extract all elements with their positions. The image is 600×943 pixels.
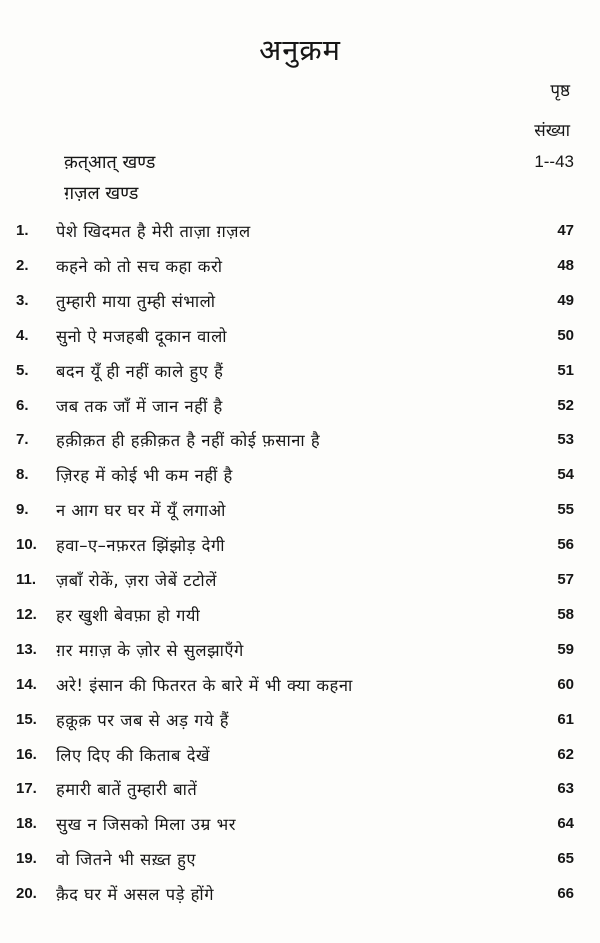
entry-title: बदन यूँ ही नहीं काले हुए हैं <box>56 361 224 381</box>
entry-title: हक़ूक़ पर जब से अड़ गये हैं <box>56 710 230 730</box>
entry-number: 16. <box>16 745 37 763</box>
entry-number: 8. <box>16 466 29 484</box>
entry-number: 19. <box>16 850 37 868</box>
entry-number: 2. <box>16 256 29 274</box>
entry-page-number: 52 <box>557 396 574 414</box>
entry-number: 18. <box>16 815 37 833</box>
entry-number: 6. <box>16 396 29 414</box>
entry-page-number: 54 <box>557 466 574 484</box>
section-page-range: 1--43 <box>534 152 574 171</box>
entry-number: 13. <box>16 640 37 658</box>
entry-page-number: 55 <box>557 501 574 519</box>
entry-number: 5. <box>16 361 29 379</box>
entry-title: जब तक जाँ में जान नहीं है <box>56 396 223 416</box>
entry-page-number: 59 <box>557 640 574 658</box>
entry-title: अरे! इंसान की फितरत के बारे में भी क्या कहना <box>56 675 353 695</box>
entry-title: न आग घर घर में यूँ लगाओ <box>56 501 226 521</box>
entry-number: 9. <box>16 501 29 519</box>
entry-page-number: 62 <box>557 745 574 763</box>
entry-page-number: 53 <box>557 431 574 449</box>
entry-page-number: 56 <box>557 536 574 554</box>
entry-title: सुख न जिसको मिला उम्र भर <box>56 815 237 835</box>
entry-number: 14. <box>16 675 37 693</box>
entry-title: हमारी बातें तुम्हारी बातें <box>56 780 198 800</box>
entry-number: 1. <box>16 222 29 239</box>
entry-number: 3. <box>16 291 29 309</box>
entry-number: 20. <box>16 885 37 903</box>
entry-title: सुनो ऐ मजहबी दूकान वालो <box>56 326 228 346</box>
entry-page-number: 51 <box>557 361 574 379</box>
entry-page-number: 65 <box>557 850 574 868</box>
page-number-heading: पृष्ठ <box>550 81 570 101</box>
entry-page-number: 49 <box>557 291 574 309</box>
entry-number: 12. <box>16 605 37 623</box>
entry-page-number: 64 <box>557 815 574 833</box>
entry-title: हक़ीक़त ही हक़ीक़त है नहीं कोई फ़साना है <box>56 431 321 451</box>
entry-number: 10. <box>16 536 37 554</box>
entry-title: हर खुशी बेवफ़ा हो गयी <box>56 605 201 625</box>
entry-title: लिए दिए की किताब देखें <box>56 745 210 765</box>
entry-title: पेशे खिदमत है मेरी ताज़ा ग़ज़ल <box>56 222 251 241</box>
page-title: अनुक्रम <box>259 33 341 67</box>
entry-number: 11. <box>16 571 37 588</box>
entry-title: तुम्हारी माया तुम्ही संभालो <box>56 291 216 311</box>
page-number-heading: संख्या <box>534 121 570 141</box>
entry-number: 17. <box>16 780 37 798</box>
entry-number: 7. <box>16 431 29 449</box>
entry-page-number: 47 <box>557 222 574 239</box>
entry-page-number: 48 <box>557 256 574 274</box>
section-title: ग़ज़ल खण्ड <box>64 183 139 204</box>
entry-page-number: 60 <box>557 675 574 693</box>
entry-title: कहने को तो सच कहा करो <box>56 256 223 276</box>
section-title: क़त्आत् खण्ड <box>64 152 156 173</box>
entry-number: 4. <box>16 326 29 344</box>
entry-page-number: 66 <box>557 885 574 903</box>
entry-title: क़ैद घर में असल पड़े होंगे <box>56 885 214 905</box>
entry-title: ग़र मग़ज़ के ज़ोर से सुलझाएँगे <box>56 640 244 660</box>
entry-page-number: 50 <box>557 326 574 344</box>
entry-title: ज़िरह में कोई भी कम नहीं है <box>56 466 233 486</box>
entry-title: हवा–ए–नफ़रत झिंझोड़ देगी <box>56 536 226 556</box>
entry-number: 15. <box>16 710 37 728</box>
entry-page-number: 63 <box>557 780 574 798</box>
entry-title: वो जितने भी सख़्त हुए <box>56 850 197 870</box>
entry-page-number: 57 <box>557 571 574 588</box>
entry-title: ज़बाँ रोकें, ज़रा जेबें टटोलें <box>56 571 217 590</box>
entry-page-number: 61 <box>557 710 574 728</box>
entry-page-number: 58 <box>557 605 574 623</box>
